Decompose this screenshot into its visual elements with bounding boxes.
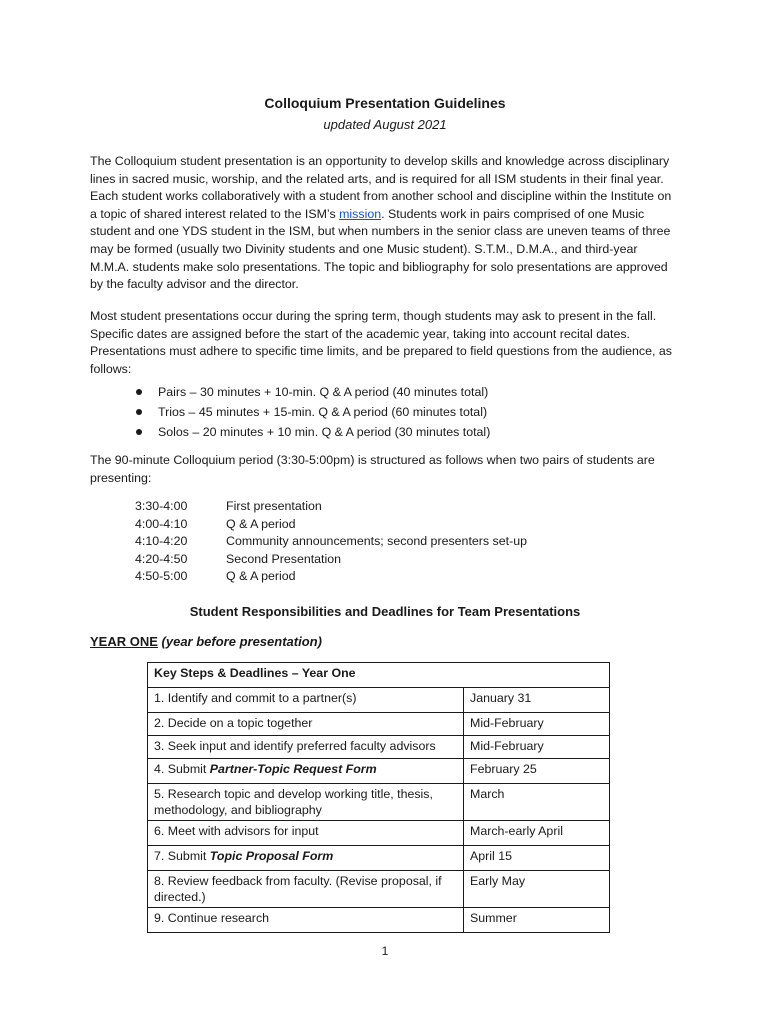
schedule-row xyxy=(135,533,527,551)
table-row xyxy=(148,713,610,736)
intro-text-after-link: . Students work in pairs comprised of one Music student and one YDS student in the ISM, but when numbers in the senior class are uneven teams of three may be formed (usually two Divinity students and one Music student). S.T.M., D.M.A., and third-year M.M.A. students make solo presentations. The topic and bibliography for solo presentations are approved by the faculty advisor and the director. xyxy=(90,206,671,292)
list-item xyxy=(90,402,490,422)
list-item xyxy=(90,382,490,402)
step-cell xyxy=(148,846,464,871)
step-cell: 2. Decide on a topic together xyxy=(148,713,464,736)
deadlines-table xyxy=(147,662,610,933)
bullet-icon xyxy=(136,389,142,395)
schedule-time: 3:30-4:00 xyxy=(135,499,188,513)
table-row xyxy=(148,759,610,784)
schedule-time: 4:20-4:50 xyxy=(135,551,188,566)
schedule-activity: Community announcements; second presenters set-up xyxy=(226,534,527,548)
time-limits-list xyxy=(90,382,490,442)
deadline-cell: March-early April xyxy=(464,821,610,846)
schedule-activity: Q & A period xyxy=(226,569,296,583)
colloquium-schedule xyxy=(135,498,527,586)
form-name: Partner-Topic Request Form xyxy=(209,762,377,776)
year-label-note: (year before presentation) xyxy=(161,634,322,649)
year-one-label xyxy=(90,633,322,651)
form-name: Topic Proposal Form xyxy=(209,849,334,863)
step-cell: 9. Continue research xyxy=(148,908,464,933)
step-cell: 6. Meet with advisors for input xyxy=(148,821,464,846)
bullet-icon xyxy=(136,429,142,435)
table-header: Key Steps & Deadlines – Year One xyxy=(148,663,610,688)
mission-link[interactable]: mission xyxy=(339,206,382,221)
table-row xyxy=(148,908,610,933)
step-cell: 5. Research topic and develop working title, thesis, methodology, and bibliography xyxy=(148,784,464,821)
step-cell: 1. Identify and commit to a partner(s) xyxy=(148,688,464,713)
deadline-cell: March xyxy=(464,784,610,821)
period-paragraph: The 90-minute Colloquium period (3:30-5:00pm) is structured as follows when two pairs of students are presenting: xyxy=(90,453,655,485)
timing-paragraph: Most student presentations occur during the spring term, though students may ask to present in the fall. Specific dates are assigned before the start of the academic year, taking into account recital dates. Presentations must adhere to specific time limits, and be prepared to field questions from the audience, as follows: xyxy=(90,309,672,376)
schedule-activity: First presentation xyxy=(226,499,322,513)
schedule-row xyxy=(135,568,527,586)
schedule-row xyxy=(135,516,527,534)
step-cell: 3. Seek input and identify preferred faculty advisors xyxy=(148,736,464,759)
section-heading: Student Responsibilities and Deadlines for Team Presentations xyxy=(189,604,581,619)
schedule-row xyxy=(135,551,527,569)
deadline-cell: Mid-February xyxy=(464,736,610,759)
list-item xyxy=(90,422,490,442)
step-cell xyxy=(148,759,464,784)
document-title: Colloquium Presentation Guidelines xyxy=(264,95,506,111)
table-row xyxy=(148,784,610,821)
list-item-text: Trios – 45 minutes + 15-min. Q & A period (60 minutes total) xyxy=(158,405,488,419)
table-header-row xyxy=(148,663,610,688)
step-cell: 8. Review feedback from faculty. (Revise proposal, if directed.) xyxy=(148,871,464,908)
schedule-activity: Q & A period xyxy=(226,516,296,531)
schedule-time: 4:00-4:10 xyxy=(135,516,188,531)
schedule-time: 4:50-5:00 xyxy=(135,569,188,583)
table-row xyxy=(148,871,610,908)
deadline-cell: Summer xyxy=(464,908,610,933)
step-prefix: 4. Submit xyxy=(154,762,210,776)
deadline-cell: April 15 xyxy=(464,846,610,871)
deadline-cell: February 25 xyxy=(464,759,610,784)
deadline-cell: January 31 xyxy=(464,688,610,713)
year-label-text: YEAR ONE xyxy=(90,634,158,649)
intro-paragraph xyxy=(90,153,680,294)
schedule-row xyxy=(135,498,527,516)
schedule-time: 4:10-4:20 xyxy=(135,534,188,548)
document-subtitle: updated August 2021 xyxy=(323,117,447,132)
table-row xyxy=(148,846,610,871)
table-row xyxy=(148,688,610,713)
list-item-text: Solos – 20 minutes + 10 min. Q & A period (30 minutes total) xyxy=(158,425,491,439)
intro-text-before-link: The Colloquium student presentation is an opportunity to develop skills and knowledge across disciplinary lines in sacred music, worship, and the related arts, and is required for all ISM students in their final year. Each student works collaboratively with a student from another school and discipline within the Institute on a topic of shared interest related to the ISM’s xyxy=(90,154,672,221)
schedule-activity: Second Presentation xyxy=(226,551,342,566)
table-row xyxy=(148,821,610,846)
table-row xyxy=(148,736,610,759)
deadline-cell: Early May xyxy=(464,871,610,908)
deadline-cell: Mid-February xyxy=(464,713,610,736)
step-prefix: 7. Submit xyxy=(154,849,210,863)
list-item-text: Pairs – 30 minutes + 10-min. Q & A period (40 minutes total) xyxy=(158,385,489,399)
bullet-icon xyxy=(136,409,142,415)
page-number: 1 xyxy=(381,944,389,958)
